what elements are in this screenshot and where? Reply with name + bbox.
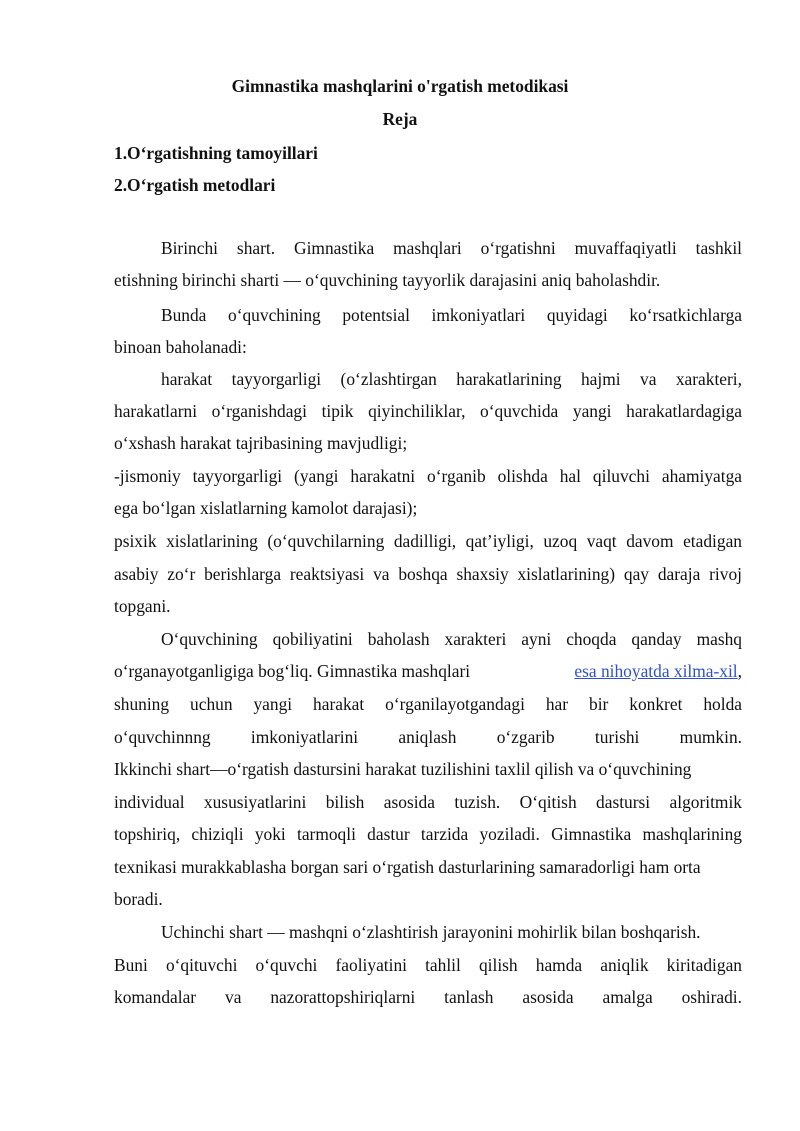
document-subtitle: Reja [382,109,418,129]
paragraph-line: harakatlarni o‘rganishdagi tipik qiyinchiliklar, o‘quvchida yangi harakatlardagiga [114,401,742,421]
plan-item-2: 2.O‘rgatish metodlari [114,175,276,195]
paragraph-line: binoan baholanadi: [114,337,247,357]
paragraph-line: etishning birinchi sharti — o‘quvchining tayyorlik darajasini aniq baholashdir. [114,270,661,290]
paragraph-line: topshiriq, chiziqli yoki tarmoqli dastur tarzida yoziladi. Gimnastika mashqlarining [114,824,742,844]
paragraph-line: boradi. [114,889,163,909]
paragraph-line: topgani. [114,596,171,616]
paragraph-line: shuning uchun yangi harakat o‘rganilayotgandagi har bir konkret holda [114,694,742,714]
paragraph-line: harakat tayyorgarligi (o‘zlashtirgan harakatlarining hajmi va xarakteri, [161,369,742,389]
plan-item-1: 1.O‘rgatishning tamoyillari [114,143,318,163]
paragraph-line: Birinchi shart. Gimnastika mashqlari o‘rgatishni muvaffaqiyatli tashkil [161,238,742,258]
paragraph-line: o‘quvchinnng imkoniyatlarini aniqlash o‘zgarib turishi mumkin. [114,727,742,747]
inline-link[interactable]: esa nihoyatda xilma-xil [574,661,738,681]
paragraph-line: Buni o‘qituvchi o‘quvchi faoliyatini tahlil qilish hamda aniqlik kiritadigan [114,955,742,975]
paragraph-line: Ikkinchi shart—o‘rgatish dastursini harakat tuzilishini taxlil qilish va o‘quvchining [114,759,692,779]
paragraph-line: o‘xshash harakat tajribasining mavjudligi; [114,433,408,453]
paragraph-line: -jismoniy tayyorgarligi (yangi harakatni o‘rganib olishda hal qiluvchi ahamiyatga [114,466,742,486]
paragraph-line: Bunda o‘quvchining potentsial imkoniyatlari quyidagi ko‘rsatkichlarga [161,305,742,325]
paragraph-line: O‘quvchining qobiliyatini baholash xarakteri ayni choqda qanday mashq [161,629,742,649]
paragraph-line: individual xususiyatlarini bilish asosida tuzish. O‘qitish dastursi algoritmik [114,792,742,812]
document-title: Gimnastika mashqlarini o'rgatish metodikasi [231,76,569,96]
paragraph-line: psixik xislatlarining (o‘quvchilarning dadilligi, qat’iyligi, uzoq vaqt davom etadigan [114,531,742,551]
paragraph-line: ega bo‘lgan xislatlarning kamolot darajasi); [114,498,418,518]
paragraph-line: texnikasi murakkablasha borgan sari o‘rgatish dasturlarining samaradorligi ham orta [114,857,701,877]
paragraph-line: Uchinchi shart — mashqni o‘zlashtirish jarayonini mohirlik bilan boshqarish. [161,922,701,942]
paragraph-line: komandalar va nazorattopshiriqlarni tanlash asosida amalga oshiradi. [114,987,742,1007]
link-suffix: , [737,661,742,681]
paragraph-line-text: o‘rganayotganligiga bog‘liq. Gimnastika mashqlari [114,661,471,681]
paragraph-line: asabiy zo‘r berishlarga reaktsiyasi va boshqa shaxsiy xislatlarining) qay daraja rivoj [114,564,742,584]
link-wrapper [574,661,742,682]
paragraph-line-with-link [114,661,742,682]
